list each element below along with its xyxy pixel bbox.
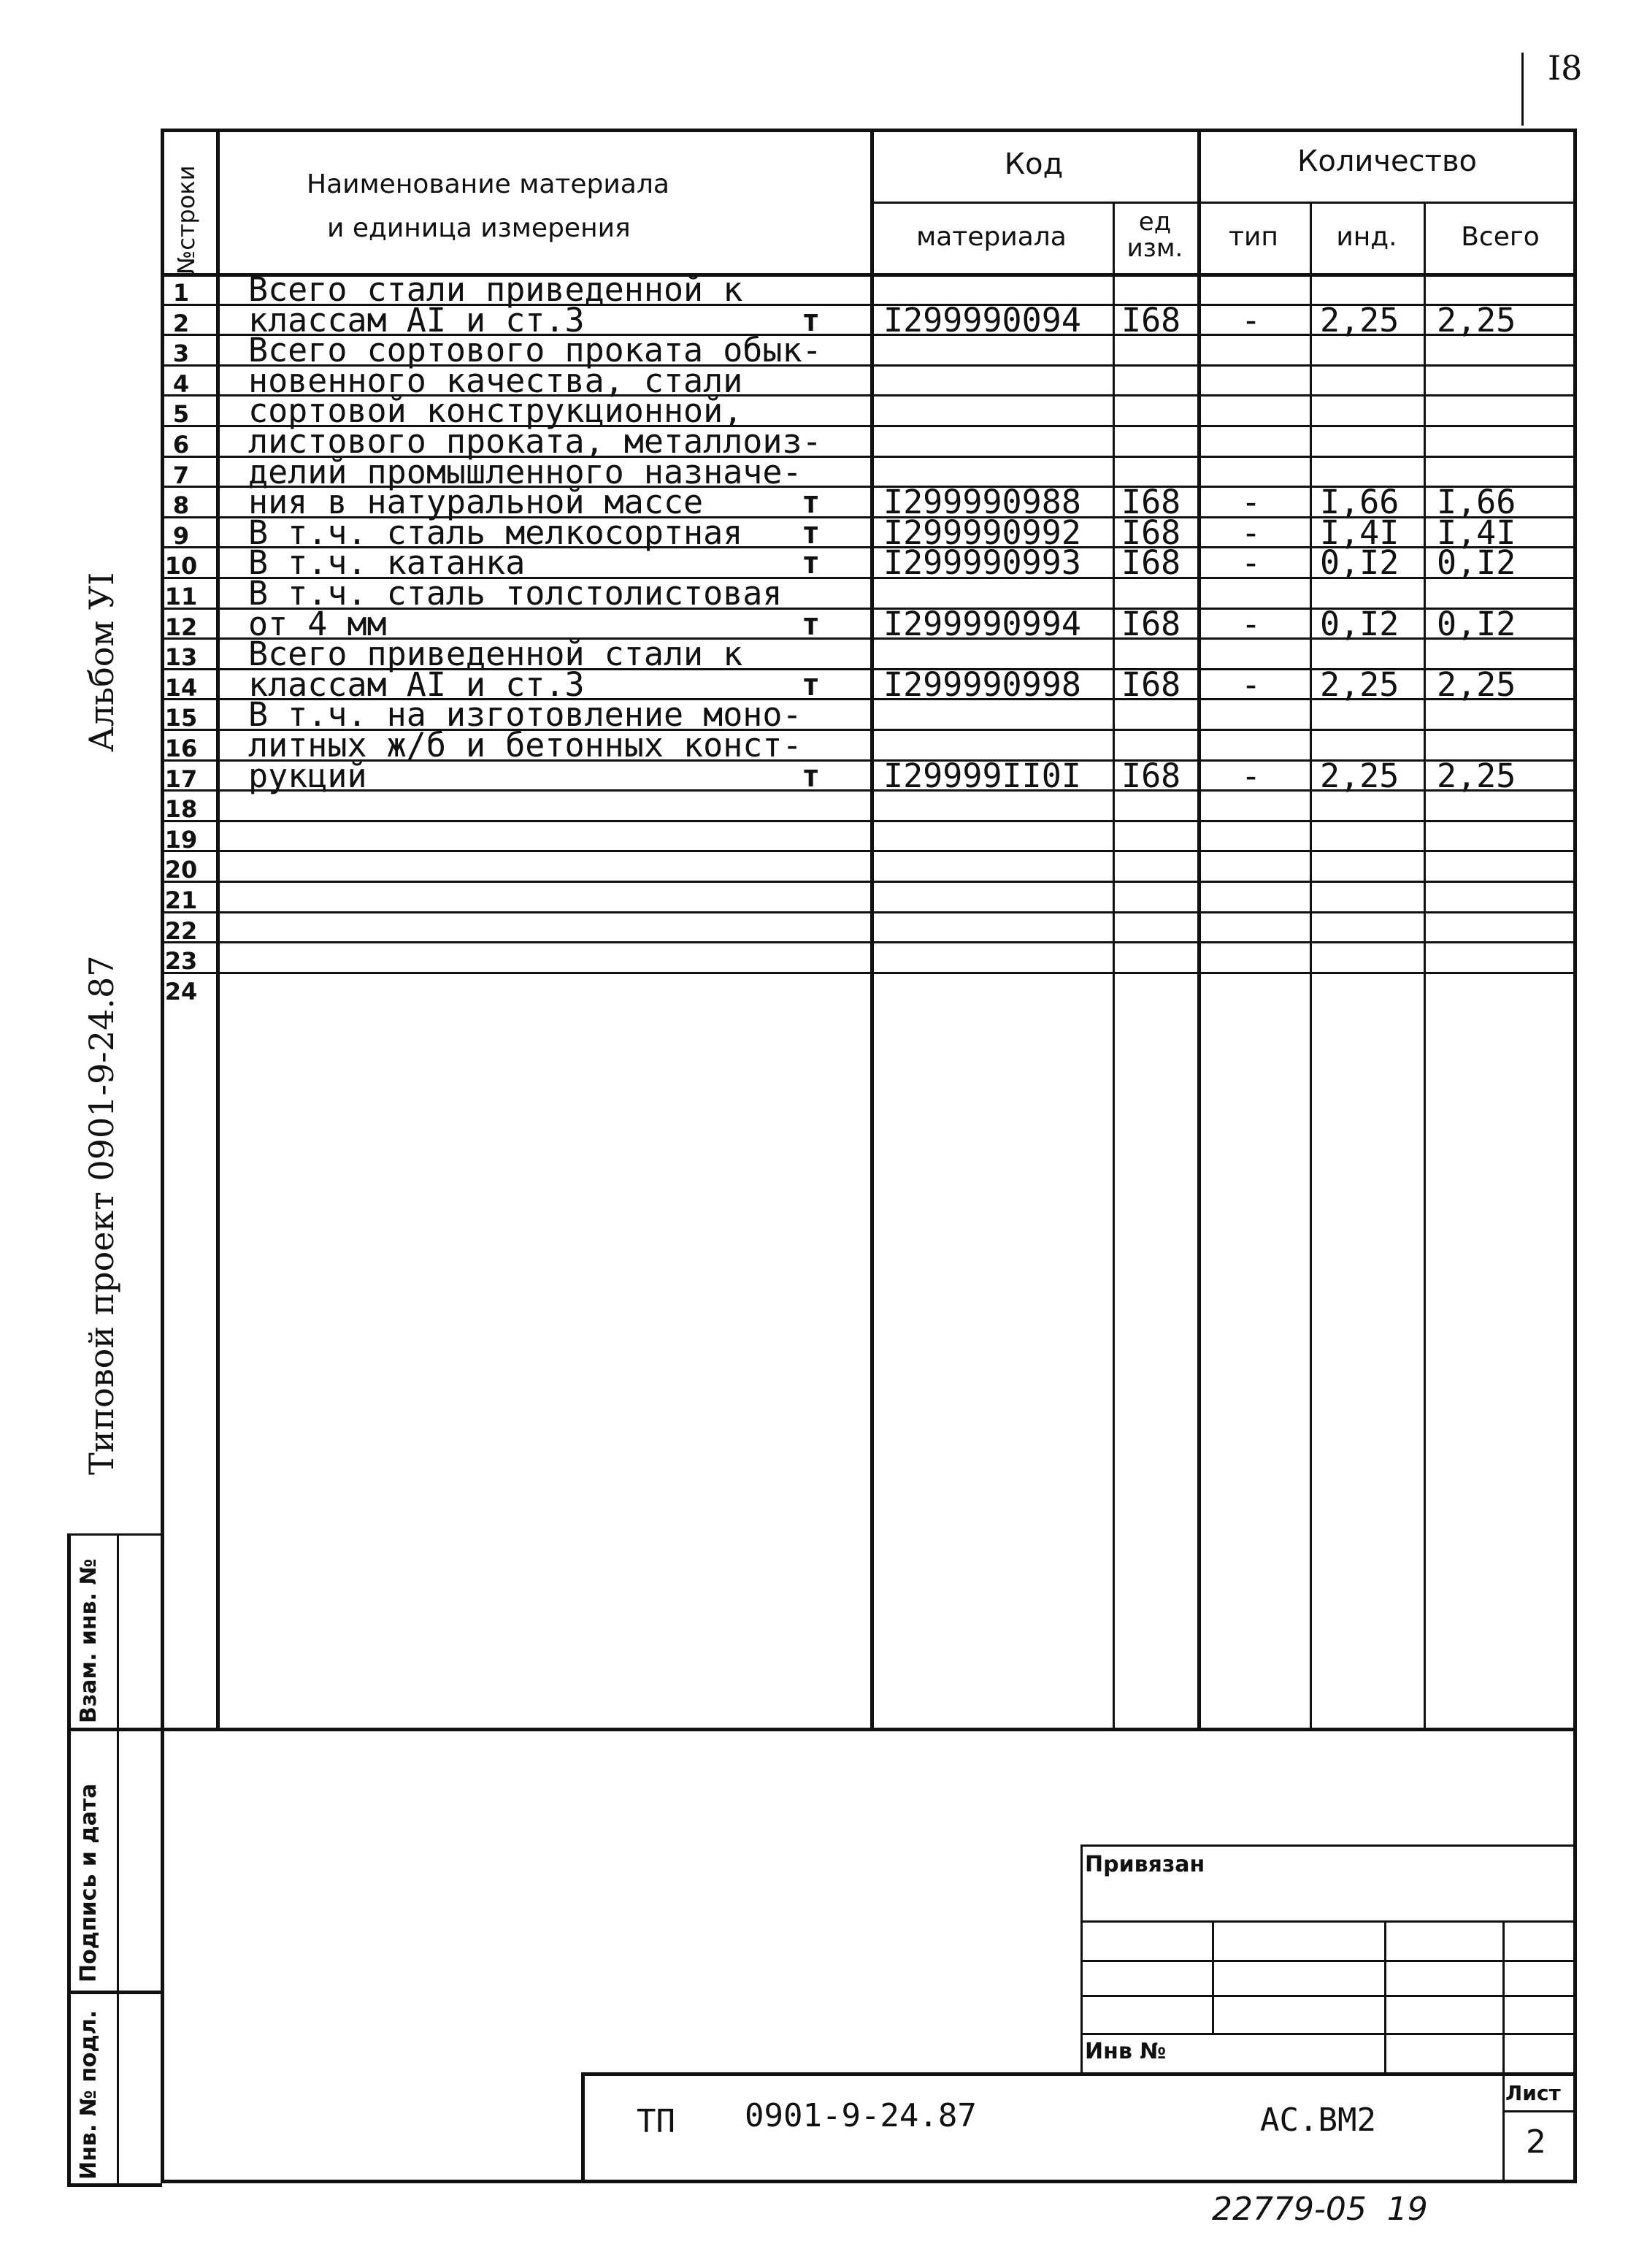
list-label: Лист: [1505, 2081, 1561, 2105]
row-cell-n: 9: [172, 521, 190, 550]
footer-number: 22779-05 19: [1212, 2191, 1428, 2228]
row-cell-code: I299990094: [883, 300, 1081, 340]
row-cell-code: I299990993: [883, 543, 1081, 583]
podpis-data-label: Подпись и дата: [76, 1783, 101, 1982]
header-q-total: Всего: [1461, 222, 1540, 252]
header-code-unit-2: изм.: [1126, 234, 1183, 263]
row-cell-n: 1: [172, 279, 190, 307]
project-label: Типовой проект 0901-9-24.87: [82, 955, 121, 1475]
row-cell-n: 16: [164, 735, 198, 762]
row-cell-name: ния в натуральной массе: [248, 483, 704, 522]
row-cell-total: 0,I2: [1437, 543, 1516, 583]
row-cell-ed: I68: [1121, 300, 1181, 340]
row-cell-n: 5: [172, 400, 190, 429]
header-code-unit-1: ед: [1138, 207, 1172, 237]
row-cell-name: от 4 мм: [248, 604, 387, 643]
header-code-material: материала: [916, 222, 1067, 252]
row-cell-total: 2,25: [1437, 756, 1516, 795]
row-cell-name: Всего сортового проката обык-: [248, 331, 822, 370]
album-label: Альбом УI: [82, 572, 121, 752]
header-q-tip: тип: [1229, 222, 1278, 252]
row-cell-unit: т: [802, 605, 821, 642]
row-cell-n: 2: [172, 309, 190, 337]
row-cell-name: Всего приведенной стали к: [248, 635, 743, 674]
row-cell-name: В т.ч. катанка: [248, 543, 526, 583]
row-cell-name: рукций: [248, 756, 367, 795]
row-cell-tip: -: [1241, 513, 1262, 552]
row-cell-n: 13: [164, 643, 198, 672]
row-cell-name: В т.ч. сталь толстолистовая: [248, 574, 783, 613]
row-cell-n: 21: [164, 886, 198, 914]
row-cell-n: 18: [164, 795, 198, 824]
row-cell-ed: I68: [1121, 513, 1181, 552]
row-cell-name: Всего стали приведенной к: [248, 270, 743, 309]
inv-podl-label: Инв. № подл.: [76, 2010, 101, 2180]
vzam-inv-label: Взам. инв. №: [76, 1558, 101, 1723]
row-cell-n: 8: [172, 491, 190, 520]
row-cell-ind: 2,25: [1320, 756, 1400, 795]
header-quantity: Количество: [1297, 145, 1477, 178]
row-cell-tip: -: [1241, 483, 1262, 522]
header-name-line1: Наименование материала: [307, 169, 669, 199]
header-row-no: №строки: [172, 165, 200, 275]
row-cell-total: 2,25: [1437, 300, 1516, 340]
row-cell-unit: т: [802, 666, 821, 702]
header-name-line2: и единица измерения: [327, 213, 631, 243]
row-cell-name: сортовой конструкционной,: [248, 391, 743, 431]
row-cell-name: литных ж/б и бетонных конст-: [248, 726, 802, 765]
row-cell-n: 22: [164, 916, 198, 945]
row-cell-name: листового проката, металлоиз-: [248, 422, 822, 461]
row-cell-code: I29999II0I: [883, 756, 1081, 795]
row-cell-unit: т: [802, 757, 821, 794]
row-cell-unit: т: [802, 484, 821, 521]
row-cell-n: 20: [164, 856, 198, 884]
row-cell-name: В т.ч. сталь мелкосортная: [248, 513, 743, 552]
row-cell-n: 3: [172, 340, 190, 368]
row-cell-ed: I68: [1121, 543, 1181, 583]
row-cell-total: I,66: [1437, 483, 1516, 522]
row-cell-n: 12: [164, 613, 198, 641]
row-cell-n: 4: [172, 369, 190, 398]
row-cell-name: классам АI и ст.3: [248, 300, 585, 340]
tp-label: ТП: [637, 2103, 675, 2140]
row-cell-total: 0,I2: [1437, 604, 1516, 643]
doc-number: 0901-9-24.87: [745, 2097, 977, 2134]
header-q-ind: инд.: [1336, 222, 1397, 252]
row-cell-name: делий промышленного назначе-: [248, 452, 802, 491]
row-cell-unit: т: [802, 514, 821, 551]
row-cell-ind: 2,25: [1320, 664, 1400, 704]
row-cell-n: 6: [172, 431, 190, 459]
row-cell-n: 14: [164, 673, 198, 702]
row-cell-tip: -: [1241, 543, 1262, 583]
row-cell-tip: -: [1241, 664, 1262, 704]
row-cell-unit: т: [802, 302, 821, 338]
row-cell-code: I299990998: [883, 664, 1081, 704]
row-cell-tip: -: [1241, 604, 1262, 643]
row-cell-ind: 0,I2: [1320, 604, 1400, 643]
row-cell-n: 23: [164, 947, 198, 976]
row-cell-n: 19: [164, 825, 198, 854]
row-cell-ind: 2,25: [1320, 300, 1400, 340]
row-cell-n: 15: [164, 704, 198, 732]
row-cell-ed: I68: [1121, 604, 1181, 643]
row-cell-total: I,4I: [1437, 513, 1516, 552]
row-cell-tip: -: [1241, 300, 1262, 340]
row-cell-tip: -: [1241, 756, 1262, 795]
row-cell-code: I299990994: [883, 604, 1081, 643]
row-cell-n: 17: [164, 765, 198, 793]
inv-no-label: Инв №: [1085, 2039, 1167, 2064]
row-cell-total: 2,25: [1437, 664, 1516, 704]
list-value: 2: [1526, 2123, 1546, 2161]
row-cell-name: новенного качества, стали: [248, 361, 743, 400]
row-cell-n: 10: [164, 552, 198, 581]
row-cell-name: В т.ч. на изготовление моно-: [248, 695, 802, 735]
row-cell-name: классам АI и ст.3: [248, 664, 585, 704]
sheet-code: АС.ВМ2: [1260, 2102, 1376, 2139]
header-code: Код: [1004, 148, 1064, 181]
row-cell-unit: т: [802, 545, 821, 581]
row-cell-ind: 0,I2: [1320, 543, 1400, 583]
row-cell-ind: I,66: [1320, 483, 1400, 522]
row-cell-code: I299990992: [883, 513, 1081, 552]
row-cell-code: I299990988: [883, 483, 1081, 522]
row-cell-n: 7: [172, 461, 190, 489]
privyazan-label: Привязан: [1085, 1852, 1205, 1877]
row-cell-ind: I,4I: [1320, 513, 1400, 552]
row-cell-ed: I68: [1121, 483, 1181, 522]
row-cell-n: 24: [164, 977, 198, 1005]
row-cell-ed: I68: [1121, 664, 1181, 704]
page-number: I8: [1548, 48, 1583, 88]
row-cell-n: 11: [164, 583, 198, 610]
row-cell-ed: I68: [1121, 756, 1181, 795]
